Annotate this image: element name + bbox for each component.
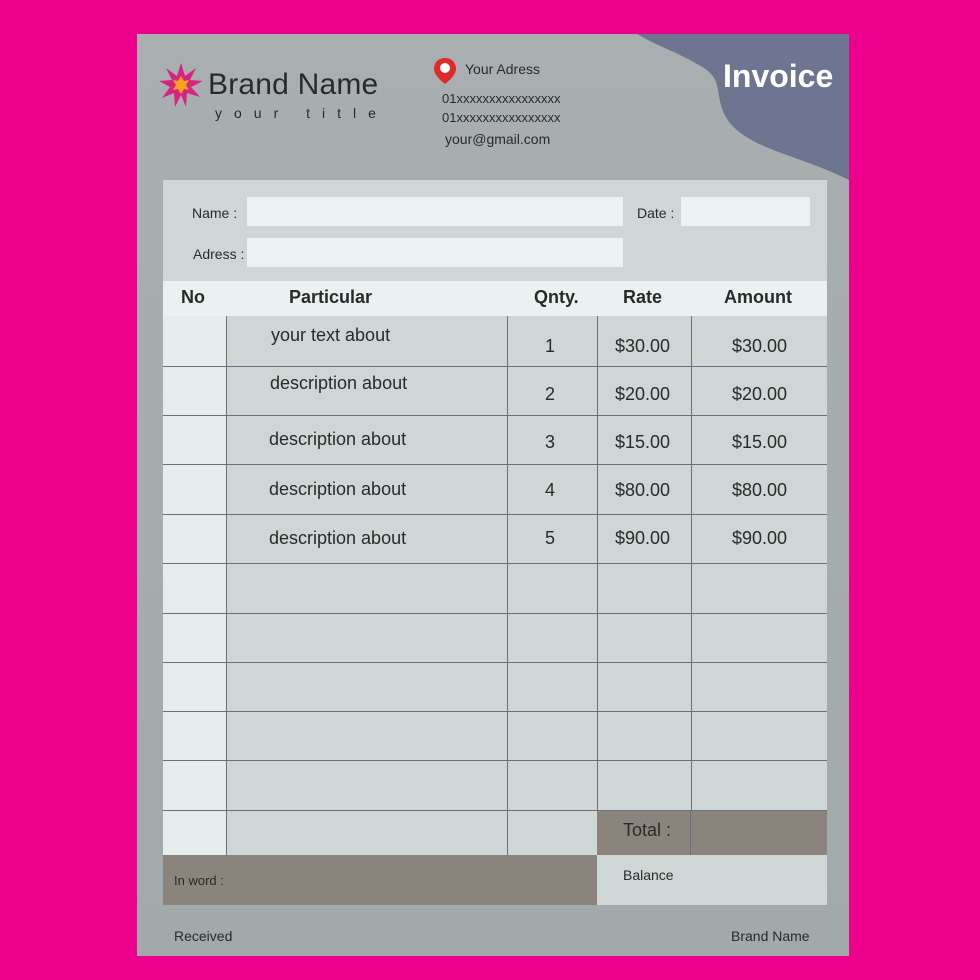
- row-4-rate: $80.00: [615, 480, 671, 500]
- column-divider: [691, 316, 692, 811]
- row-divider: [163, 415, 827, 416]
- row-divider: [163, 613, 827, 614]
- header-no: No: [181, 287, 205, 307]
- invoice-table-panel: [163, 180, 827, 905]
- total-label: Total :: [623, 820, 672, 840]
- row-1-amount: $30.00: [732, 336, 788, 356]
- row-2-amount: $20.00: [732, 384, 788, 404]
- name-label: Name :: [192, 205, 238, 221]
- address-field[interactable]: [247, 238, 623, 267]
- company-phone-1: 01xxxxxxxxxxxxxxxx: [442, 91, 561, 106]
- row-2-particular: description about: [270, 373, 408, 393]
- in-word-label: In word :: [174, 873, 224, 888]
- date-field[interactable]: [681, 197, 810, 226]
- no-column: [163, 316, 226, 855]
- row-3-rate: $15.00: [615, 432, 671, 452]
- header-amount: Amount: [724, 287, 792, 307]
- balance-label: Balance: [623, 867, 674, 883]
- company-phone-2: 01xxxxxxxxxxxxxxxx: [442, 110, 561, 125]
- brand-name: Brand Name: [208, 68, 379, 101]
- received-label: Received: [174, 928, 233, 944]
- brand-title: your title: [215, 105, 388, 121]
- location-pin-icon: [433, 57, 457, 85]
- row-3-qty: 3: [545, 432, 556, 452]
- row-divider: [163, 711, 827, 712]
- row-4-particular: description about: [269, 479, 407, 499]
- row-5-particular: description about: [269, 528, 407, 548]
- row-divider: [163, 366, 827, 367]
- row-4-amount: $80.00: [732, 480, 788, 500]
- company-address: Your Adress: [465, 61, 540, 77]
- row-2-qty: 2: [545, 384, 556, 404]
- invoice-page: [137, 34, 849, 956]
- row-divider: [163, 514, 827, 515]
- row-5-amount: $90.00: [732, 528, 788, 548]
- total-divider: [690, 811, 691, 855]
- row-divider: [163, 464, 827, 465]
- header-particular: Particular: [289, 287, 373, 307]
- name-field[interactable]: [247, 197, 623, 226]
- header-qty: Qnty.: [534, 287, 579, 307]
- row-divider: [163, 662, 827, 663]
- row-4-qty: 4: [545, 480, 556, 500]
- in-word-box: [163, 855, 597, 905]
- row-5-rate: $90.00: [615, 528, 671, 548]
- address-label: Adress :: [193, 246, 245, 262]
- table-header: [163, 281, 827, 316]
- row-divider: [163, 563, 827, 564]
- row-1-rate: $30.00: [615, 336, 671, 356]
- header-rate: Rate: [623, 287, 663, 307]
- company-email: your@gmail.com: [445, 131, 551, 147]
- date-label: Date :: [637, 205, 675, 221]
- star-burst-logo-icon: [158, 62, 204, 108]
- invoice-title: Invoice: [723, 58, 834, 94]
- row-1-particular: your text about: [271, 325, 391, 345]
- row-3-amount: $15.00: [732, 432, 788, 452]
- column-divider: [507, 316, 508, 855]
- row-1-qty: 1: [545, 336, 556, 356]
- row-3-particular: description about: [269, 429, 407, 449]
- footer-brand-name: Brand Name: [731, 928, 810, 944]
- row-5-qty: 5: [545, 528, 556, 548]
- row-divider: [163, 760, 827, 761]
- column-divider: [597, 316, 598, 811]
- column-divider: [226, 316, 227, 855]
- row-2-rate: $20.00: [615, 384, 671, 404]
